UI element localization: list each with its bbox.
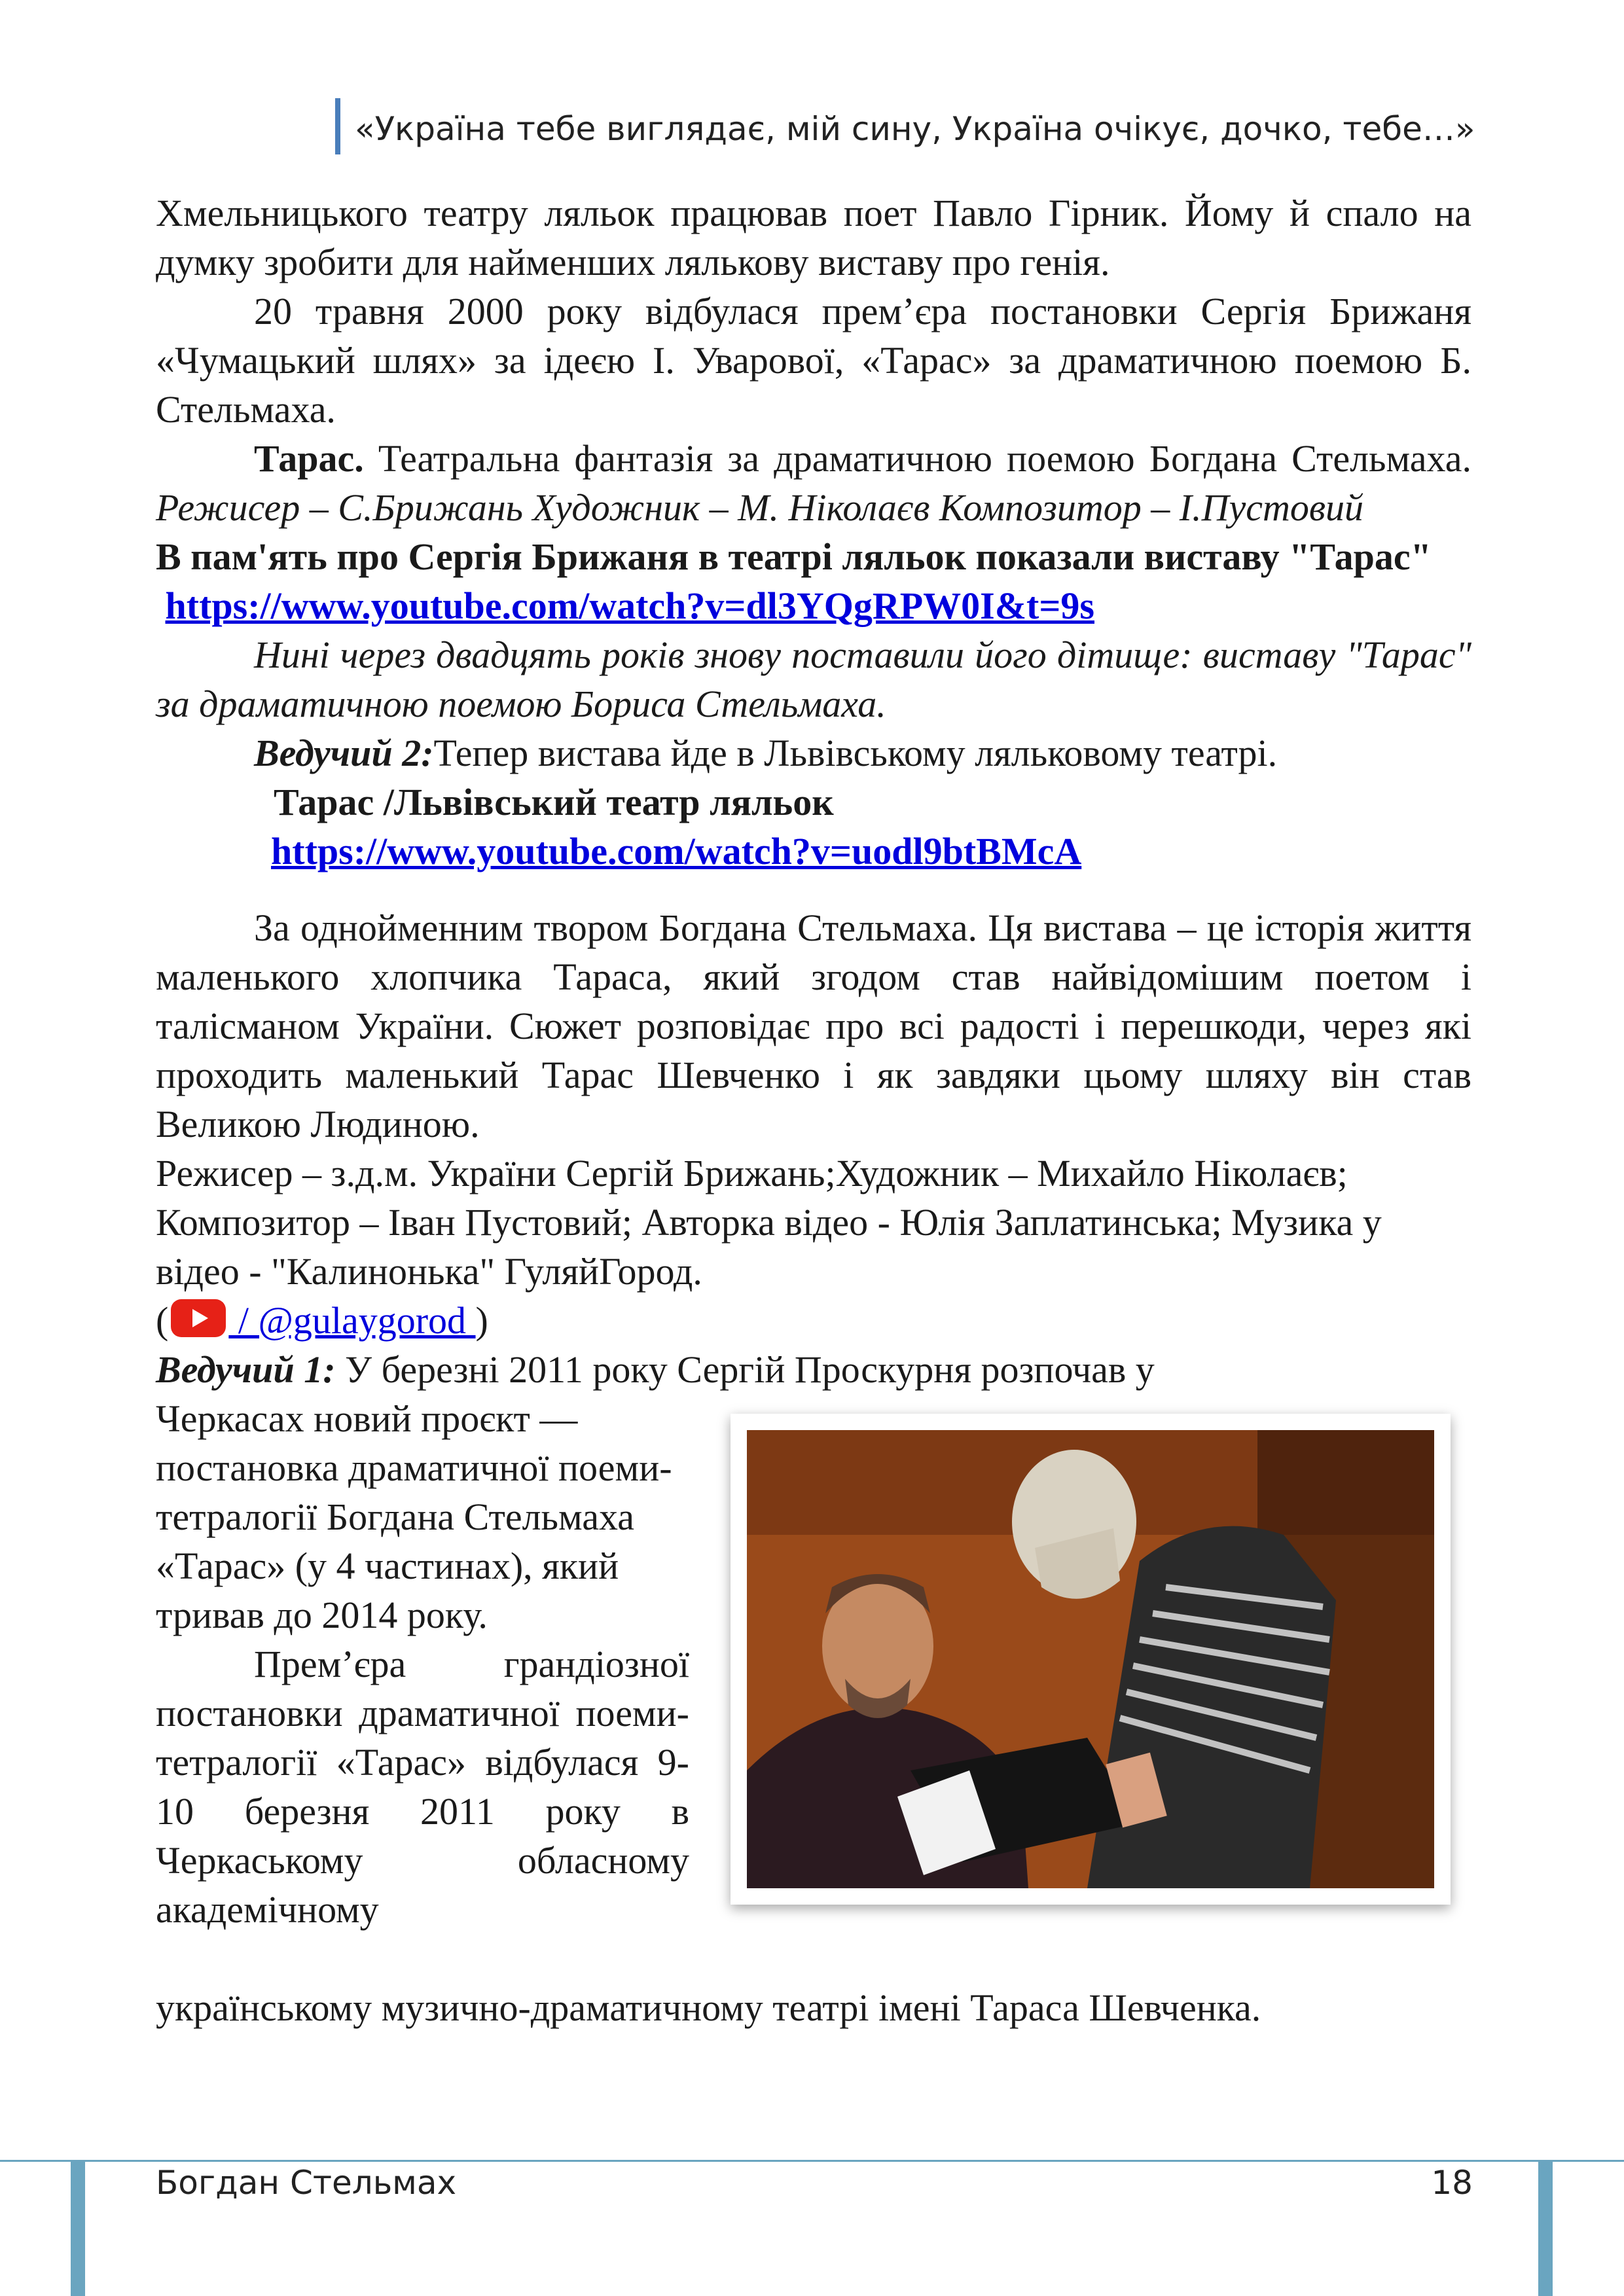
rehearsal-photo-illustration bbox=[747, 1430, 1434, 1888]
footer-right-bar bbox=[1538, 2162, 1553, 2296]
rehearsal-photo bbox=[747, 1430, 1434, 1888]
paragraph-theatre-name: українському музично-драматичному театрі імені Тараса Шевченка. bbox=[156, 1986, 1261, 2029]
paragraph-premiere-2000: 20 травня 2000 року відбулася прем’єра постановки Сергія Брижаня «Чумацький шлях» за ідеєю І. Уварової, «Тарас» за драматичною поемою Б. Стельмаха. bbox=[156, 290, 1471, 431]
taras-title: Тарас. bbox=[254, 437, 364, 480]
host-1-label: Ведучий 1: bbox=[156, 1348, 336, 1391]
paren-close: ) bbox=[475, 1299, 488, 1342]
paragraph-cherkasy-project: Черкасах новий проєкт — постановка драматичної поеми-тетралогії Богдана Стельмаха «Тарас» (у 4 частинах), який тривав до 2014 року. bbox=[156, 1397, 672, 1636]
running-header bbox=[335, 97, 1487, 156]
paragraph-credits: Режисер – з.д.м. України Сергій Брижань;Художник – Михайло Ніколаєв; Композитор – Іван Пустовий; Авторка відео - Юлія Заплатинська; Музика у відео - "Калинонька" ГуляйГород. bbox=[156, 1152, 1382, 1293]
paragraph-memory bbox=[156, 532, 1471, 630]
footer-rule bbox=[0, 2160, 1624, 2162]
spacer bbox=[156, 876, 1471, 903]
paragraph-twenty-years: Нині через двадцять років знову поставили його дітище: виставу "Тарас" за драматичною поемою Бориса Стельмаха. bbox=[156, 634, 1471, 725]
paragraph-play-description: За однойменним твором Богдана Стельмаха. Ця вистава – це історія життя маленького хлопчика Тараса, який згодом став найвідомішим поетом і талісманом України. Сюжет розповідає про всі радості і перешкоди, через які проходить маленький Тарас Шевченко і як завдяки цьому шляху він став Великою Людиною. bbox=[156, 906, 1471, 1145]
photo-frame bbox=[731, 1414, 1451, 1905]
lviv-theatre-title: Тарас /Львівський театр ляльок bbox=[274, 781, 834, 823]
paragraph-channel bbox=[156, 1296, 1471, 1345]
taras-credits: Режисер – С.Брижань Художник – М. Ніколаєв Композитор – І.Пустовий bbox=[156, 486, 1364, 529]
taras-description: Театральна фантазія за драматичною поемою Богдана Стельмаха. bbox=[363, 437, 1471, 480]
youtube-link-2[interactable]: https://www.youtube.com/watch?v=uodl9btBMcA bbox=[271, 830, 1082, 872]
text-with-photo bbox=[156, 1394, 1471, 1983]
host-2-text: Тепер вистава йде в Львівському ляльковому театрі. bbox=[433, 732, 1278, 774]
paragraph-host-2 bbox=[156, 728, 1471, 778]
footer-left-bar bbox=[71, 2162, 85, 2296]
youtube-link-1[interactable]: https://www.youtube.com/watch?v=dl3YQgRPW0I&t=9s bbox=[165, 584, 1094, 627]
host-2-label: Ведучий 2: bbox=[254, 732, 434, 774]
page-body bbox=[156, 188, 1471, 2032]
page-number: 18 bbox=[1431, 2164, 1473, 2202]
gulaygorod-channel-link[interactable]: / @gulaygorod bbox=[228, 1299, 476, 1342]
memory-text: В пам'ять про Сергія Брижаня в театрі ляльок показали виставу "Тарас" bbox=[156, 535, 1432, 578]
header-accent-bar bbox=[335, 98, 340, 154]
host-1-text: У березні 2011 року Сергій Проскурня розпочав у bbox=[335, 1348, 1155, 1391]
left-column bbox=[156, 1394, 689, 1934]
paragraph-lviv-link bbox=[156, 827, 1471, 876]
paragraph-host-1 bbox=[156, 1345, 1471, 1394]
paragraph-tetralogy-premiere: Прем’єра грандіозної постановки драматичної поеми-тетралогії «Тарас» відбулася 9-10 березня 2011 року в Черкаському обласному академічному bbox=[156, 1643, 689, 1931]
paragraph-lviv-title bbox=[156, 778, 1471, 827]
footer-author: Богдан Стельмах bbox=[156, 2164, 457, 2202]
header-quote: «Україна тебе виглядає, мій сину, Україна очікує, дочко, тебе…» bbox=[355, 110, 1475, 148]
paragraph-1: Хмельницького театру ляльок працював поет Павло Гірник. Йому й спало на думку зробити для найменших лялькову виставу про генія. bbox=[156, 192, 1471, 283]
youtube-icon[interactable] bbox=[171, 1299, 226, 1337]
paragraph-taras-description bbox=[156, 434, 1471, 532]
paren-open: ( bbox=[156, 1299, 169, 1342]
